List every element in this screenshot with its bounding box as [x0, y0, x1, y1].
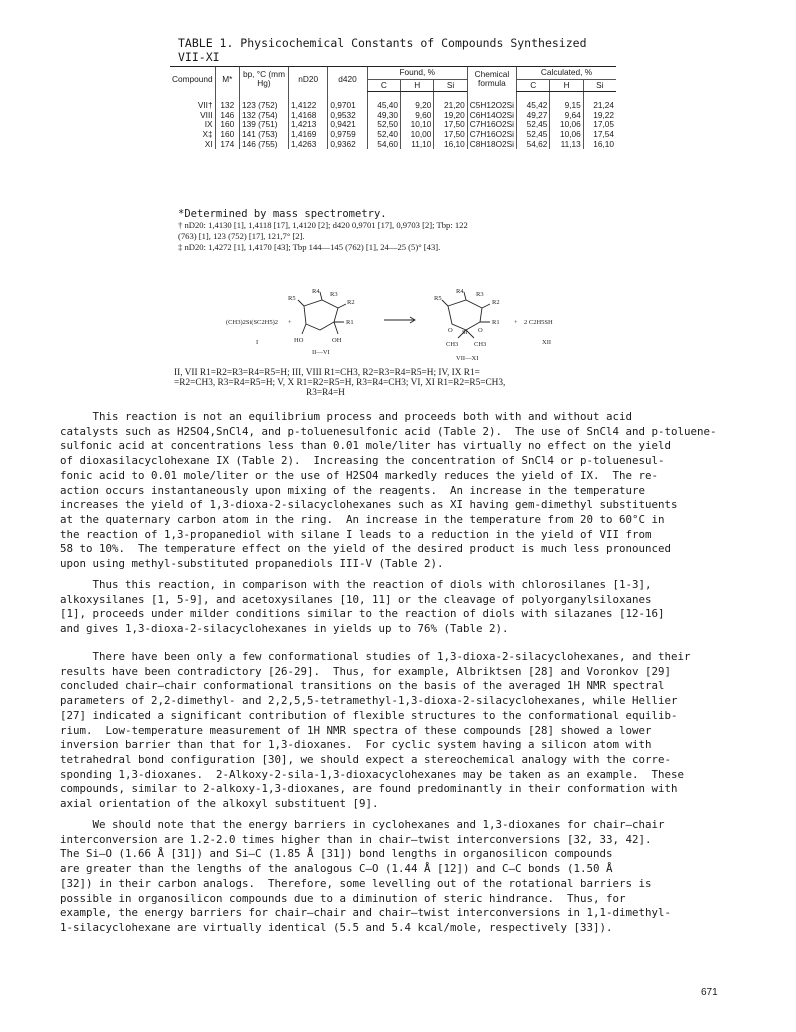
text-line: increases the yield of 1,3-dioxa-2-silacyclohexanes such as XI having gem-dimethyl substituents — [60, 498, 678, 512]
text-line: at the quaternary carbon atom in the ring. An increase in the temperature from 20 to 60°C in — [60, 512, 665, 526]
page-number: 671 — [701, 987, 718, 998]
text-line: rium. Low-temperature measurement of 1H NMR spectra of these compounds [28] showed a lower — [60, 723, 652, 737]
label-r4-right: R4 — [456, 288, 464, 295]
footnote-dagger: † nD20: 1,4130 [1], 1,4118 [17], 1,4120 [2]; d420 0,9701 [17], 0,9703 [2]; Tbp: 122 — [178, 220, 468, 230]
byproduct-formula: 2 C2H5SH — [524, 319, 553, 326]
col-header-compound: Compound — [170, 67, 215, 92]
cell-nd: 1,4169 — [288, 130, 327, 140]
reagent-formula: (CH3)2Si(SC2H5)2 — [226, 319, 279, 326]
cell-calc-c: 52,45 — [517, 130, 550, 140]
reagent-label: I — [256, 339, 259, 346]
cell-found-si: 16,10 — [434, 140, 467, 150]
paragraph-1 — [60, 410, 750, 572]
cell-compound: X‡ — [202, 128, 213, 139]
col-header-found-si: Si — [434, 79, 467, 92]
cell-d4: 0,9532 — [328, 111, 367, 121]
plus-sign: + — [514, 319, 518, 326]
physicochemical-table — [170, 66, 616, 149]
cell-bp: 146 (755) — [239, 140, 288, 150]
table-caption-line: TABLE 1. Physicochemical Constants of Compounds Synthesized — [178, 36, 587, 50]
paragraph-2 — [60, 578, 750, 637]
label-r5-left: R5 — [288, 295, 296, 302]
cell-calc-c: 54,62 — [517, 140, 550, 150]
cell-found-h: 9,60 — [401, 111, 434, 121]
cell-m: 174 — [215, 140, 239, 150]
cell-calc-c: 49,27 — [517, 111, 550, 121]
text-line: parameters of 2,2-dimethyl- and 2,2,5,5-tetramethyl-1,3-dioxa-2-silacyclohexanes, while Hellier — [60, 694, 678, 708]
cell-calc-h: 9,64 — [550, 111, 583, 121]
text-line: [27] indicated a significant contribution of flexible structures to the conformational equilib- — [60, 708, 678, 722]
cell-found-si: 17,50 — [434, 130, 467, 140]
cell-calc-h: 11,13 — [550, 140, 583, 150]
legend-line: II, VII R1=R2=R3=R4=R5=H; III, VIII R1=CH3, R2=R3=R4=R5=H; IV, IX R1= — [174, 368, 480, 378]
cell-nd: 1,4263 — [288, 140, 327, 150]
cell-bp: 123 (752) — [239, 92, 288, 111]
cell-found-si: 17,50 — [434, 120, 467, 130]
cell-formula: C6H14O2Si — [467, 111, 516, 121]
cell-found-h: 10,00 — [401, 130, 434, 140]
cell-found-si: 19,20 — [434, 111, 467, 121]
footnote-star: *Determined by mass spectrometry. — [178, 208, 387, 220]
text-line: concluded chair—chair conformational transitions on the basis of the averaged 1H NMR spectral — [60, 679, 665, 693]
cell-calc-si: 19,22 — [583, 111, 616, 121]
cell-d4: 0,9759 — [328, 130, 367, 140]
text-line: Thus this reaction, in comparison with the reaction of diols with chlorosilanes [1-3], — [60, 578, 652, 591]
col-header-found-h: H — [401, 79, 434, 92]
label-r2-right: R2 — [492, 299, 500, 306]
ring-si: Si — [462, 329, 468, 336]
legend-line: R3=R4=H — [306, 388, 345, 398]
cell-compound: VII† — [197, 99, 213, 110]
cell-d4: 0,9701 — [328, 92, 367, 111]
text-line: sulfonic acid at concentrations less than 0.01 mole/liter has virtually no effect on the yield — [60, 439, 672, 453]
table-caption — [178, 36, 587, 64]
footnote-dagger-cont: (763) [1], 123 (752) [17], 121,7° [2]. — [178, 231, 305, 241]
label-r3-right: R3 — [476, 291, 484, 298]
cell-calc-si: 16,10 — [583, 140, 616, 150]
text-line: and gives 1,3-dioxa-2-silacyclohexanes in yields up to 76% (Table 2). — [60, 622, 509, 636]
text-line: catalysts such as H2SO4,SnCl4, and p-toluenesulfonic acid (Table 2). The use of SnCl4 and p-toluene- — [60, 424, 717, 438]
cell-calc-si: 21,24 — [583, 92, 616, 111]
ch3-left: CH3 — [446, 341, 459, 348]
text-line: axial orientation of the alkoxyl substituent [9]. — [60, 797, 379, 811]
scheme-legend — [174, 368, 505, 398]
text-line: There have been only a few conformational studies of 1,3-dioxa-2-silacyclohexanes, and their — [60, 650, 691, 663]
text-line: 58 to 10%. The temperature effect on the yield of the desired product is much less pronounced — [60, 542, 672, 556]
table-caption-line: VII-XI — [178, 50, 220, 64]
col-header-found-c: C — [367, 79, 400, 92]
cell-found-h: 9,20 — [401, 92, 434, 111]
text-line: possible in organosilicon compounds due to a diminution of steric hindrance. Thus, for — [60, 891, 626, 905]
paragraph-3 — [60, 650, 750, 812]
cell-m: 160 — [215, 120, 239, 130]
text-line: upon using methyl-substituted propanediols III-V (Table 2). — [60, 557, 444, 571]
paragraph-4 — [60, 818, 750, 936]
col-header-calc-c: C — [517, 79, 550, 92]
product-label: VII—XI — [456, 355, 479, 362]
cell-found-c: 52,40 — [367, 130, 400, 140]
col-header-d4: d420 — [328, 67, 367, 92]
text-line: 1-silacyclohexane are virtually identical (5.5 and 5.4 kcal/mole, respectively [33]). — [60, 920, 613, 934]
text-line: results have been contradictory [26-29]. Thus, for example, Albriktsen [28] and Voronkov [29] — [60, 664, 672, 678]
cell-found-c: 54,60 — [367, 140, 400, 150]
ch3-right: CH3 — [474, 341, 487, 348]
col-header-calculated: Calculated, % — [517, 67, 616, 80]
cell-formula: C7H16O2Si — [467, 130, 516, 140]
cell-found-c: 52,50 — [367, 120, 400, 130]
cell-m: 132 — [215, 92, 239, 111]
cell-compound: XI — [204, 138, 213, 149]
cell-found-h: 11,10 — [401, 140, 434, 150]
text-line: This reaction is not an equilibrium process and proceeds both with and without acid — [60, 410, 633, 423]
cell-nd: 1,4168 — [288, 111, 327, 121]
col-header-nd: nD20 — [288, 67, 327, 92]
cell-found-c: 45,40 — [367, 92, 400, 111]
text-line: are greater than the lengths of the analogous C—O (1.44 Å [12]) and C—C bonds (1.50 Å — [60, 862, 613, 876]
reaction-arrow — [384, 317, 415, 323]
cell-formula: C8H18O2Si — [467, 140, 516, 150]
text-line: of dioxasilacyclohexane IX (Table 2). Increasing the concentration of SnCl4 or p-toluenesul- — [60, 454, 665, 468]
cell-d4: 0,9362 — [328, 140, 367, 150]
cell-calc-c: 45,42 — [517, 92, 550, 111]
text-line: interconversion are 1.2-2.0 times higher than in chair—twist interconversions [32, 33, 42]. — [60, 832, 652, 846]
diol-ho: HO — [294, 337, 304, 344]
text-line: We should note that the energy barriers in cyclohexanes and 1,3-dioxanes for chair—chair — [60, 818, 665, 831]
plus-sign: + — [288, 319, 292, 326]
text-line: tetrahedral bond configuration [30], we should expect a stereochemical analogy with the corre- — [60, 752, 672, 766]
table-row — [170, 92, 616, 111]
col-header-found: Found, % — [367, 67, 467, 80]
footnote-double-dagger: ‡ nD20: 1,4272 [1], 1,4170 [43]; Tbp 144—145 (762) [1], 24—25 (5)° [43]. — [178, 242, 441, 252]
label-r1-right: R1 — [492, 319, 500, 326]
text-line: compounds, similar to 2-alkoxy-1,3-dioxanes, are found predominantly in their conformation with — [60, 782, 678, 796]
cell-found-si: 21,20 — [434, 92, 467, 111]
table-footnotes — [178, 208, 468, 253]
text-line: fonic acid to 0.01 mole/liter or the use of H2SO4 markedly reduces the yield of IX. The re- — [60, 468, 659, 482]
label-r5-right: R5 — [434, 295, 442, 302]
text-line: the reaction of 1,3-propanediol with silane I leads to a reduction in the yield of VII from — [60, 527, 652, 541]
text-line: [1], proceeds under milder conditions similar to the reaction of diols with silazanes [12-16] — [60, 607, 665, 621]
text-line: inversion barrier than that for 1,3-dioxanes. For cyclic system having a silicon atom with — [60, 738, 652, 752]
table-row — [170, 140, 616, 150]
cell-m: 146 — [215, 111, 239, 121]
col-header-calc-si: Si — [583, 79, 616, 92]
cell-nd: 1,4213 — [288, 120, 327, 130]
diol-label: II—VI — [312, 349, 330, 356]
text-line: sponding 1,3-dioxanes. 2-Alkoxy-2-sila-1,3-dioxacyclohexanes may be taken as an example. These — [60, 767, 685, 781]
label-r1-left: R1 — [346, 319, 354, 326]
diol-skeleton — [298, 292, 346, 334]
cell-m: 160 — [215, 130, 239, 140]
cell-compound: IX — [204, 119, 213, 130]
cell-nd: 1,4122 — [288, 92, 327, 111]
cell-bp: 139 (751) — [239, 120, 288, 130]
cell-compound: VIII — [200, 109, 213, 120]
text-line: example, the energy barriers for chair—chair and chair—twist interconversions in 1,1-dimethyl- — [60, 906, 672, 920]
col-header-calc-h: H — [550, 79, 583, 92]
ring-o-right: O — [478, 327, 483, 334]
cell-bp: 141 (753) — [239, 130, 288, 140]
text-line: alkoxysilanes [1, 5-9], and acetoxysilanes [10, 11] or the cleavage of polyorganylsiloxanes — [60, 592, 652, 606]
label-r2-left: R2 — [347, 299, 355, 306]
cell-calc-si: 17,54 — [583, 130, 616, 140]
text-line: [32]) in their carbon analogs. Therefore, some levelling out of the rotational barriers is — [60, 876, 652, 890]
col-header-m: M* — [215, 67, 239, 92]
cell-calc-h: 10,06 — [550, 120, 583, 130]
cell-found-c: 49,30 — [367, 111, 400, 121]
cell-d4: 0,9421 — [328, 120, 367, 130]
col-header-formula: Chemical formula — [467, 67, 516, 92]
byproduct-label: XII — [542, 339, 552, 346]
text-line: action occurs instantaneously upon mixing of the reagents. An increase in the temperature — [60, 483, 646, 497]
cell-calc-h: 9,15 — [550, 92, 583, 111]
ring-o-left: O — [448, 327, 453, 334]
cell-bp: 132 (754) — [239, 111, 288, 121]
cell-formula: C7H16O2Si — [467, 120, 516, 130]
text-line: The Si—O (1.66 Å [31]) and Si—C (1.85 Å [31]) bond lengths in organosilicon compounds — [60, 847, 613, 861]
diol-oh: OH — [332, 337, 342, 344]
cell-calc-h: 10,06 — [550, 130, 583, 140]
col-header-bp: bp, °C (mm Hg) — [239, 67, 288, 92]
cell-calc-c: 52,45 — [517, 120, 550, 130]
cell-formula: C5H12O2Si — [467, 92, 516, 111]
legend-line: =R2=CH3, R3=R4=R5=H; V, X R1=R2=R5=H, R3=R4=CH3; VI, XI R1=R2=R5=CH3, — [174, 378, 506, 388]
cell-found-h: 10,10 — [401, 120, 434, 130]
label-r4-left: R4 — [312, 288, 320, 295]
label-r3-left: R3 — [330, 291, 338, 298]
cell-calc-si: 17,05 — [583, 120, 616, 130]
reaction-scheme — [226, 288, 626, 368]
